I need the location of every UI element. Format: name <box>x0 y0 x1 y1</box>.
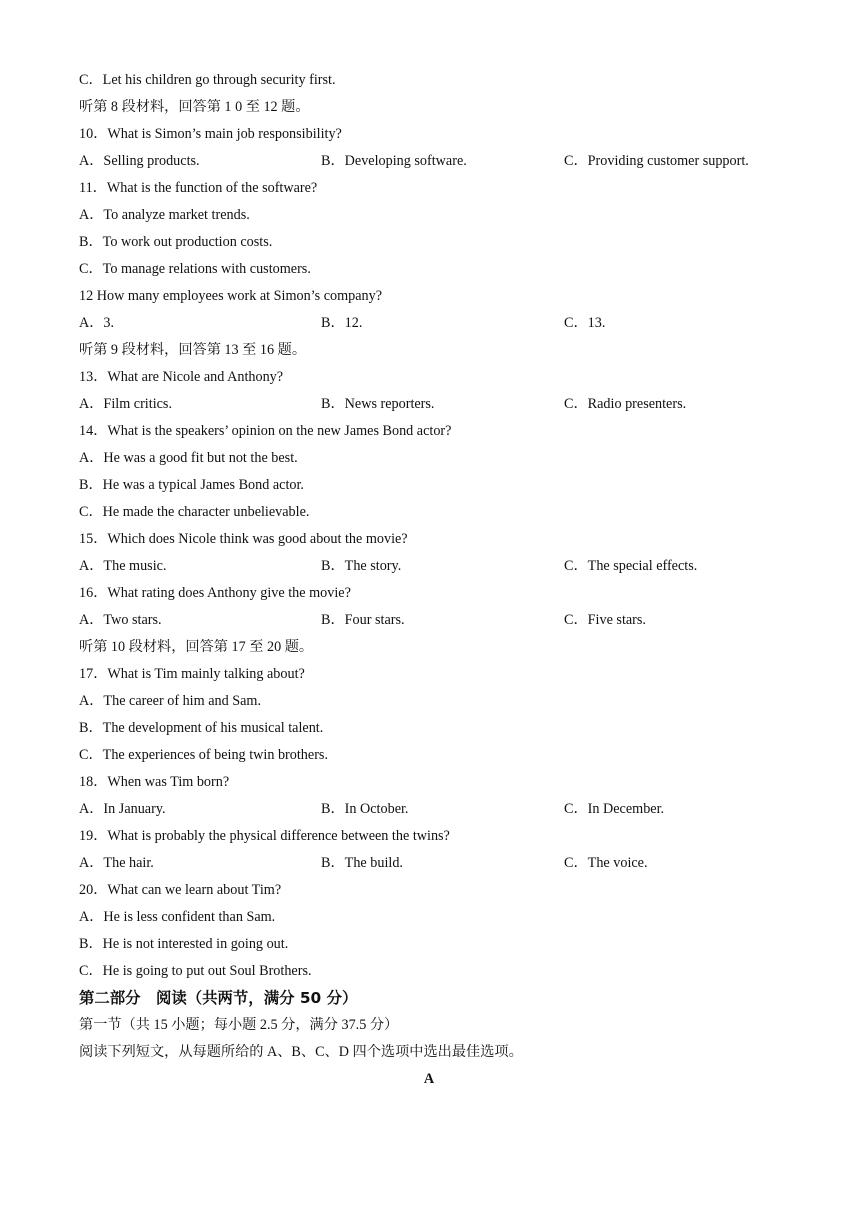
options-row-12 <box>79 311 779 338</box>
option-b: B．He was a typical James Bond actor. <box>79 477 304 493</box>
option-a: A．In January. <box>79 801 166 817</box>
option-a: A．To analyze market trends. <box>79 207 250 223</box>
option-a: A．3. <box>79 315 115 331</box>
option-b: B．Developing software. <box>321 153 467 169</box>
options-row-10 <box>79 149 779 176</box>
option-b: B．Four stars. <box>321 612 405 628</box>
question-10: 10．What is Simon’s main job responsibility? <box>79 126 342 142</box>
option-c: C．13. <box>564 315 606 331</box>
part-heading: 第二部分 阅读（共两节，满分 50 分） <box>79 989 358 1007</box>
option-c: C．Five stars. <box>564 612 646 628</box>
option-a: A．Film critics. <box>79 396 173 412</box>
option-a: A．He is less confident than Sam. <box>79 909 276 925</box>
question-17: 17．What is Tim mainly talking about? <box>79 666 305 682</box>
option-b: B．To work out production costs. <box>79 234 273 250</box>
option-b: B．The development of his musical talent. <box>79 720 324 736</box>
option-a: A．He was a good fit but not the best. <box>79 450 298 466</box>
question-18: 18．When was Tim born? <box>79 774 230 790</box>
exam-page <box>79 68 779 1094</box>
passage-label: A <box>423 1071 435 1087</box>
options-row-13 <box>79 392 779 419</box>
option-c: C．He is going to put out Soul Brothers. <box>79 963 312 979</box>
option-c: C．Radio presenters. <box>564 396 687 412</box>
option-c: C．The experiences of being twin brothers. <box>79 747 328 763</box>
reading-instruction: 阅读下列短文，从每题所给的 A、B、C、D 四个选项中选出最佳选项。 <box>79 1044 523 1060</box>
question-15: 15．Which does Nicole think was good about the movie? <box>79 531 408 547</box>
question-13: 13．What are Nicole and Anthony? <box>79 369 284 385</box>
section-instruction: 听第 9 段材料，回答第 13 至 16 题。 <box>79 342 307 358</box>
option-b: B．News reporters. <box>321 396 435 412</box>
question-14: 14．What is the speakers’ opinion on the new James Bond actor? <box>79 423 452 439</box>
option-a: A．Selling products. <box>79 153 200 169</box>
section-instruction: 听第 8 段材料，回答第 1 0 至 12 题。 <box>79 99 310 115</box>
option-b: B．In October. <box>321 801 409 817</box>
option-c: C．The voice. <box>564 855 648 871</box>
option-b: B．He is not interested in going out. <box>79 936 289 952</box>
question-11: 11．What is the function of the software? <box>79 180 318 196</box>
option-b: B．The build. <box>321 855 403 871</box>
option-c: C．The special effects. <box>564 558 698 574</box>
option-c: C．Providing customer support. <box>564 153 749 169</box>
section-heading: 第一节（共 15 小题；每小题 2.5 分，满分 37.5 分） <box>79 1017 399 1033</box>
options-row-15 <box>79 554 779 581</box>
question-16: 16．What rating does Anthony give the movie? <box>79 585 351 601</box>
question-12: 12 How many employees work at Simon’s company? <box>79 288 383 304</box>
option-a: A．The hair. <box>79 855 154 871</box>
options-row-18 <box>79 797 779 824</box>
options-row-19 <box>79 851 779 878</box>
option-b: B．12. <box>321 315 363 331</box>
option-line: C．Let his children go through security first. <box>79 72 336 88</box>
question-19: 19．What is probably the physical difference between the twins? <box>79 828 450 844</box>
option-c: C．He made the character unbelievable. <box>79 504 310 520</box>
option-a: A．The music. <box>79 558 167 574</box>
options-row-16 <box>79 608 779 635</box>
option-c: C．To manage relations with customers. <box>79 261 311 277</box>
question-20: 20．What can we learn about Tim? <box>79 882 282 898</box>
option-c: C．In December. <box>564 801 665 817</box>
option-a: A．Two stars. <box>79 612 162 628</box>
option-a: A．The career of him and Sam. <box>79 693 262 709</box>
section-instruction: 听第 10 段材料，回答第 17 至 20 题。 <box>79 639 314 655</box>
option-b: B．The story. <box>321 558 402 574</box>
